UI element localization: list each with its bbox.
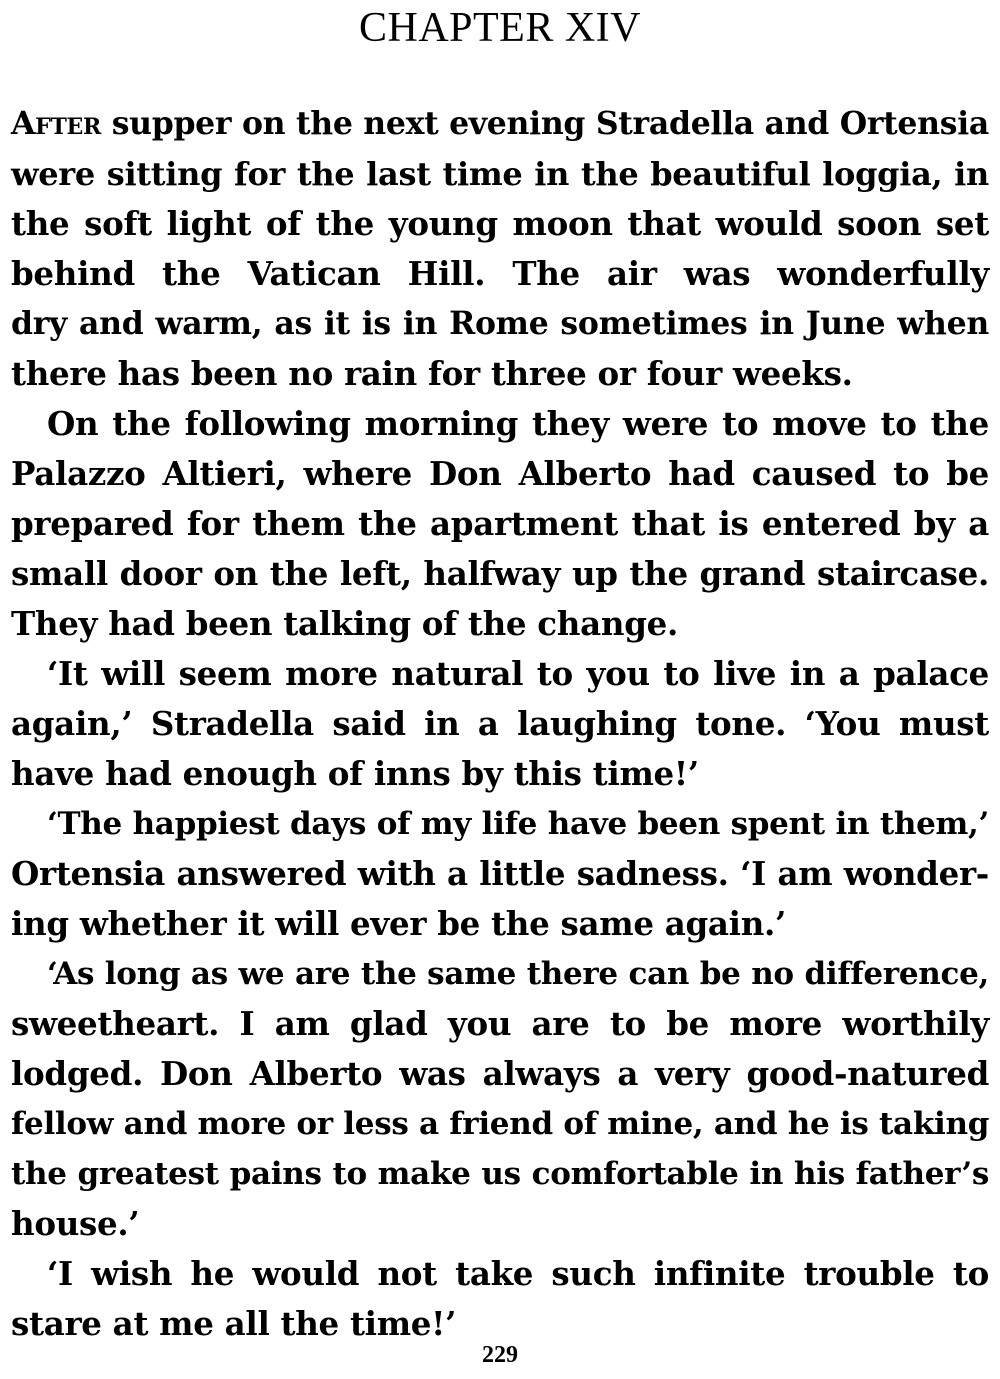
- text-line-rest: supper on the next evening Stradella and Ortensia: [100, 105, 989, 142]
- chapter-title: CHAPTER XIV: [358, 5, 641, 51]
- text-line: dry and warm, as it is in Rome sometimes in June when: [11, 305, 989, 342]
- text-line: behind the Vatican Hill. The air was wonderfully: [11, 254, 989, 293]
- text-line: ‘The happiest days of my life have been spent in them,’: [47, 806, 989, 842]
- page-number: 229: [482, 1342, 518, 1368]
- book-page: [11, 0, 989, 1379]
- text-line: lodged. Don Alberto was always a very good-natured: [11, 1054, 989, 1093]
- text-line: fellow and more or less a friend of mine, and he is taking: [11, 1106, 990, 1142]
- drop-lead-word: After: [11, 105, 101, 142]
- text-line: sweetheart. I am glad you are to be more worthily: [11, 1004, 989, 1043]
- text-line: ‘It will seem more natural to you to live in a palace: [47, 654, 989, 693]
- text-line: the soft light of the young moon that would soon set: [11, 204, 989, 243]
- text-line: small door on the left, halfway up the grand staircase.: [11, 554, 989, 593]
- text-line: ing whether it will ever be the same again.’: [11, 904, 787, 943]
- text-line: ‘As long as we are the same there can be no difference,: [47, 956, 989, 992]
- text-line: were sitting for the last time in the beautiful loggia, in: [11, 155, 989, 193]
- text-line: They had been talking of the change.: [11, 604, 679, 643]
- text-line: the greatest pains to make us comfortable in his father’s: [11, 1156, 989, 1192]
- text-line: have had enough of inns by this time!’: [11, 754, 699, 793]
- text-line: On the following morning they were to move to the: [47, 404, 989, 443]
- text-line: stare at me all the time!’: [11, 1304, 457, 1343]
- text-line: prepared for them the apartment that is entered by a: [11, 504, 989, 543]
- text-line: Palazzo Altieri, where Don Alberto had caused to be: [11, 454, 989, 493]
- text-line: ‘I wish he would not take such infinite trouble to: [47, 1254, 989, 1293]
- text-line: Ortensia answered with a little sadness. ‘I am wonder-: [11, 854, 989, 893]
- text-line: [11, 99, 989, 149]
- text-line: there has been no rain for three or four weeks.: [11, 354, 853, 393]
- chapter-body: [11, 99, 989, 1349]
- text-line: house.’: [11, 1204, 140, 1243]
- text-line: again,’ Stradella said in a laughing tone. ‘You must: [11, 704, 989, 743]
